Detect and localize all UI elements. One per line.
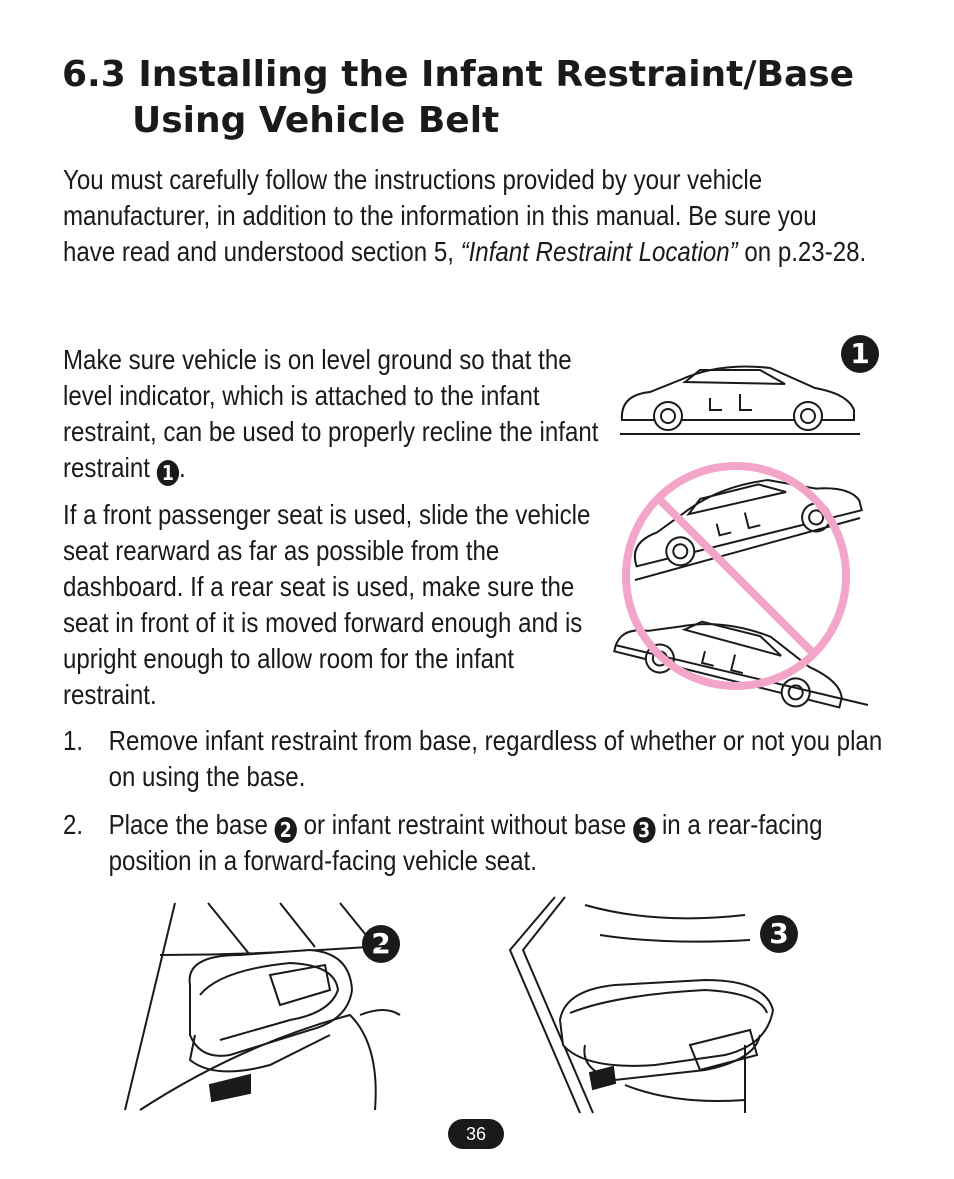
prohibited-icon bbox=[626, 466, 846, 686]
section-heading bbox=[62, 52, 902, 144]
level-ground-illustration bbox=[610, 350, 880, 710]
section-title-line2: Using Vehicle Belt bbox=[132, 100, 500, 141]
figure-badge-2: 2 bbox=[362, 925, 400, 963]
figure-ref-badge-2: 2 bbox=[275, 817, 297, 843]
step-text: Remove infant restraint from base, regardless of whether or not you plan on using the base. bbox=[108, 725, 883, 792]
level-ground-text: Make sure vehicle is on level ground so that the level indicator, which is attached to the infant restraint, can be used to properly recline the infant restraint bbox=[63, 344, 599, 483]
seat-position-text: If a front passenger seat is used, slide the vehicle seat rearward as far as possible from the dashboard. If a rear seat is used, make sure the seat in front of it is moved forward enough and is upright enough to allow room for the infant restraint. bbox=[63, 499, 591, 710]
figure-badge-3: 3 bbox=[760, 915, 798, 953]
section-number: 6.3 bbox=[62, 54, 126, 95]
steps-list bbox=[63, 723, 906, 891]
car-level-icon bbox=[620, 367, 860, 435]
step-number: 1. bbox=[63, 725, 84, 756]
intro-text: You must carefully follow the instructions provided by your vehicle manufacturer, in addition to the information in this manual. Be sure you have read and understood section 5, bbox=[63, 164, 817, 267]
restraint-without-base-illustration bbox=[505, 895, 795, 1115]
figure-badge-1: 1 bbox=[841, 335, 879, 373]
step-text: Place the base 2 or infant restraint without base 3 in a rear-facing position in a forward-facing vehicle seat. bbox=[108, 809, 823, 876]
level-ground-paragraph bbox=[63, 342, 605, 486]
section-title-line1: Installing the Infant Restraint/Base bbox=[138, 54, 855, 95]
intro-tail: on p.23-28. bbox=[737, 236, 867, 267]
intro-paragraph bbox=[63, 162, 871, 270]
page-number: 36 bbox=[448, 1119, 504, 1149]
figure-ref-badge-1: 1 bbox=[157, 460, 179, 486]
step-number: 2. bbox=[63, 809, 84, 840]
intro-reference: “Infant Restraint Location” bbox=[460, 236, 738, 267]
list-item bbox=[63, 723, 906, 795]
figure-ref-badge-3: 3 bbox=[633, 817, 655, 843]
seat-position-paragraph bbox=[63, 497, 605, 713]
base-in-seat-illustration bbox=[120, 895, 405, 1115]
level-ground-tail: . bbox=[179, 452, 186, 483]
list-item bbox=[63, 807, 906, 879]
